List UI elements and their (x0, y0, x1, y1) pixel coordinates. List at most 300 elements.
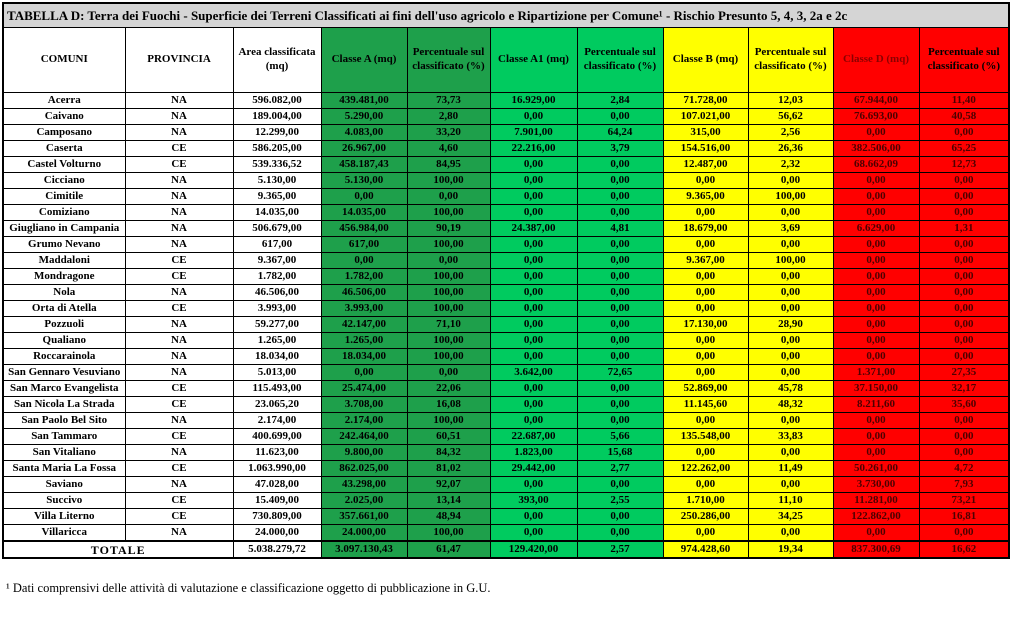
table-row (3, 365, 1009, 381)
cell-perc_a: 73,73 (407, 93, 490, 109)
cell-classe_a: 617,00 (321, 237, 407, 253)
cell-classe_a1: 0,00 (490, 317, 577, 333)
cell-perc_a1: 0,00 (577, 381, 663, 397)
cell-perc_a1: 0,00 (577, 205, 663, 221)
cell-classe_b: 17.130,00 (663, 317, 748, 333)
cell-classe_a: 1.265,00 (321, 333, 407, 349)
cell-perc_a: 4,60 (407, 141, 490, 157)
cell-classe_a: 357.661,00 (321, 509, 407, 525)
table-row (3, 317, 1009, 333)
cell-classe_b: 135.548,00 (663, 429, 748, 445)
totale-cell-area: 5.038.279,72 (233, 541, 321, 558)
cell-area: 9.367,00 (233, 253, 321, 269)
cell-provincia: NA (125, 477, 233, 493)
cell-area: 1.782,00 (233, 269, 321, 285)
table-row (3, 461, 1009, 477)
cell-perc_a1: 0,00 (577, 413, 663, 429)
cell-provincia: NA (125, 237, 233, 253)
cell-classe_b: 0,00 (663, 477, 748, 493)
cell-perc_a1: 3,79 (577, 141, 663, 157)
cell-comune: Saviano (3, 477, 125, 493)
table-row (3, 381, 1009, 397)
cell-classe_b: 52.869,00 (663, 381, 748, 397)
cell-provincia: CE (125, 429, 233, 445)
cell-provincia: CE (125, 301, 233, 317)
totale-cell-perc_d: 16,62 (919, 541, 1009, 558)
table-title: TABELLA D: Terra dei Fuochi - Superficie dei Terreni Classificati ai fini dell'uso agricolo e Ripartizione per Comune¹ - Rischio Presunto 5, 4, 3, 2a e 2c (3, 3, 1009, 28)
cell-area: 189.004,00 (233, 109, 321, 125)
cell-classe_b: 11.145,60 (663, 397, 748, 413)
cell-perc_d: 0,00 (919, 253, 1009, 269)
cell-classe_a1: 0,00 (490, 477, 577, 493)
cell-perc_a1: 0,00 (577, 397, 663, 413)
cell-area: 1.265,00 (233, 333, 321, 349)
cell-classe_d: 0,00 (833, 173, 919, 189)
cell-perc_d: 16,81 (919, 509, 1009, 525)
column-header-classe_a: Classe A (mq) (321, 28, 407, 93)
cell-perc_a1: 0,00 (577, 301, 663, 317)
cell-perc_d: 11,40 (919, 93, 1009, 109)
table-row (3, 493, 1009, 509)
cell-perc_a: 0,00 (407, 253, 490, 269)
cell-perc_b: 0,00 (748, 349, 833, 365)
cell-classe_a1: 0,00 (490, 509, 577, 525)
cell-classe_a: 46.506,00 (321, 285, 407, 301)
cell-comune: Caivano (3, 109, 125, 125)
cell-classe_a1: 393,00 (490, 493, 577, 509)
cell-comune: Santa Maria La Fossa (3, 461, 125, 477)
cell-perc_a: 100,00 (407, 413, 490, 429)
cell-classe_a: 2.174,00 (321, 413, 407, 429)
cell-perc_a1: 0,00 (577, 189, 663, 205)
cell-area: 400.699,00 (233, 429, 321, 445)
cell-classe_a: 3.708,00 (321, 397, 407, 413)
cell-perc_d: 0,00 (919, 173, 1009, 189)
cell-classe_a1: 22.687,00 (490, 429, 577, 445)
cell-classe_b: 154.516,00 (663, 141, 748, 157)
table-row (3, 397, 1009, 413)
cell-perc_a1: 5,66 (577, 429, 663, 445)
cell-area: 47.028,00 (233, 477, 321, 493)
cell-perc_b: 100,00 (748, 253, 833, 269)
cell-perc_a: 22,06 (407, 381, 490, 397)
cell-perc_b: 56,62 (748, 109, 833, 125)
table-row (3, 269, 1009, 285)
cell-classe_b: 0,00 (663, 285, 748, 301)
cell-classe_a1: 0,00 (490, 381, 577, 397)
column-header-perc_b: Percentuale sul classificato (%) (748, 28, 833, 93)
cell-classe_b: 0,00 (663, 413, 748, 429)
cell-perc_b: 2,56 (748, 125, 833, 141)
cell-comune: Cicciano (3, 173, 125, 189)
cell-classe_a: 9.800,00 (321, 445, 407, 461)
cell-classe_a1: 0,00 (490, 157, 577, 173)
cell-perc_d: 40,58 (919, 109, 1009, 125)
cell-provincia: NA (125, 93, 233, 109)
cell-perc_d: 0,00 (919, 125, 1009, 141)
cell-perc_a: 0,00 (407, 365, 490, 381)
cell-classe_d: 3.730,00 (833, 477, 919, 493)
cell-perc_b: 0,00 (748, 237, 833, 253)
cell-classe_b: 315,00 (663, 125, 748, 141)
table-row (3, 189, 1009, 205)
cell-classe_b: 9.365,00 (663, 189, 748, 205)
cell-perc_a: 100,00 (407, 173, 490, 189)
table-row (3, 125, 1009, 141)
cell-classe_d: 0,00 (833, 253, 919, 269)
cell-provincia: NA (125, 189, 233, 205)
cell-perc_a: 84,32 (407, 445, 490, 461)
cell-perc_b: 2,32 (748, 157, 833, 173)
cell-classe_a: 456.984,00 (321, 221, 407, 237)
cell-perc_b: 11,10 (748, 493, 833, 509)
cell-perc_d: 73,21 (919, 493, 1009, 509)
totale-cell-perc_b: 19,34 (748, 541, 833, 558)
cell-perc_a1: 2,84 (577, 93, 663, 109)
cell-provincia: CE (125, 381, 233, 397)
cell-classe_a: 42.147,00 (321, 317, 407, 333)
cell-classe_a: 0,00 (321, 365, 407, 381)
cell-classe_a1: 0,00 (490, 333, 577, 349)
cell-comune: Qualiano (3, 333, 125, 349)
cell-area: 12.299,00 (233, 125, 321, 141)
total-row (3, 541, 1009, 558)
cell-perc_d: 12,73 (919, 157, 1009, 173)
cell-area: 3.993,00 (233, 301, 321, 317)
totale-cell-classe_b: 974.428,60 (663, 541, 748, 558)
cell-classe_d: 0,00 (833, 317, 919, 333)
cell-perc_a1: 0,00 (577, 285, 663, 301)
cell-perc_a: 100,00 (407, 205, 490, 221)
cell-provincia: CE (125, 269, 233, 285)
cell-perc_a: 100,00 (407, 285, 490, 301)
cell-classe_d: 0,00 (833, 429, 919, 445)
cell-provincia: NA (125, 205, 233, 221)
cell-perc_d: 0,00 (919, 269, 1009, 285)
table-row (3, 205, 1009, 221)
cell-comune: San Nicola La Strada (3, 397, 125, 413)
cell-provincia: NA (125, 173, 233, 189)
totale-cell-perc_a1: 2,57 (577, 541, 663, 558)
cell-comune: Cimitile (3, 189, 125, 205)
cell-classe_d: 0,00 (833, 237, 919, 253)
cell-classe_a: 2.025,00 (321, 493, 407, 509)
cell-comune: Villa Literno (3, 509, 125, 525)
cell-classe_b: 107.021,00 (663, 109, 748, 125)
cell-perc_a: 33,20 (407, 125, 490, 141)
cell-classe_d: 68.662,09 (833, 157, 919, 173)
cell-perc_a: 60,51 (407, 429, 490, 445)
cell-provincia: NA (125, 365, 233, 381)
cell-area: 5.130,00 (233, 173, 321, 189)
column-header-area: Area classificata (mq) (233, 28, 321, 93)
column-header-provincia: PROVINCIA (125, 28, 233, 93)
cell-area: 14.035,00 (233, 205, 321, 221)
cell-area: 506.679,00 (233, 221, 321, 237)
table-row (3, 285, 1009, 301)
cell-classe_a1: 0,00 (490, 109, 577, 125)
cell-area: 18.034,00 (233, 349, 321, 365)
cell-classe_a1: 0,00 (490, 253, 577, 269)
totale-cell-classe_d: 837.300,69 (833, 541, 919, 558)
cell-perc_a1: 0,00 (577, 477, 663, 493)
cell-classe_b: 0,00 (663, 173, 748, 189)
table-row (3, 109, 1009, 125)
cell-classe_a: 4.083,00 (321, 125, 407, 141)
cell-perc_d: 0,00 (919, 413, 1009, 429)
cell-perc_a1: 0,00 (577, 109, 663, 125)
cell-comune: Caserta (3, 141, 125, 157)
cell-classe_b: 0,00 (663, 365, 748, 381)
cell-perc_d: 35,60 (919, 397, 1009, 413)
cell-classe_d: 0,00 (833, 445, 919, 461)
cell-classe_a1: 16.929,00 (490, 93, 577, 109)
totale-label: TOTALE (3, 541, 233, 558)
cell-perc_b: 12,03 (748, 93, 833, 109)
table-row (3, 525, 1009, 542)
cell-classe_b: 0,00 (663, 269, 748, 285)
cell-perc_d: 0,00 (919, 333, 1009, 349)
cell-provincia: CE (125, 461, 233, 477)
table-row (3, 93, 1009, 109)
cell-perc_a1: 0,00 (577, 269, 663, 285)
cell-comune: San Paolo Bel Sito (3, 413, 125, 429)
cell-perc_a: 90,19 (407, 221, 490, 237)
cell-perc_a1: 15,68 (577, 445, 663, 461)
column-header-perc_d: Percentuale sul classificato (%) (919, 28, 1009, 93)
column-header-perc_a1: Percentuale sul classificato (%) (577, 28, 663, 93)
cell-perc_b: 0,00 (748, 365, 833, 381)
cell-perc_a: 100,00 (407, 237, 490, 253)
cell-provincia: NA (125, 285, 233, 301)
cell-provincia: CE (125, 397, 233, 413)
cell-perc_d: 0,00 (919, 237, 1009, 253)
cell-classe_a: 439.481,00 (321, 93, 407, 109)
table-row (3, 349, 1009, 365)
cell-perc_d: 27,35 (919, 365, 1009, 381)
cell-perc_a: 100,00 (407, 333, 490, 349)
header-row (3, 28, 1009, 93)
cell-area: 5.013,00 (233, 365, 321, 381)
cell-perc_d: 0,00 (919, 525, 1009, 542)
cell-comune: Succivo (3, 493, 125, 509)
cell-perc_d: 1,31 (919, 221, 1009, 237)
cell-classe_a: 18.034,00 (321, 349, 407, 365)
table-body (3, 93, 1009, 542)
table-row (3, 237, 1009, 253)
cell-perc_a: 71,10 (407, 317, 490, 333)
cell-provincia: NA (125, 109, 233, 125)
cell-area: 1.063.990,00 (233, 461, 321, 477)
cell-perc_a: 84,95 (407, 157, 490, 173)
cell-perc_b: 0,00 (748, 269, 833, 285)
cell-comune: Roccarainola (3, 349, 125, 365)
cell-perc_a: 81,02 (407, 461, 490, 477)
cell-classe_b: 0,00 (663, 333, 748, 349)
cell-perc_a1: 0,00 (577, 333, 663, 349)
table-row (3, 509, 1009, 525)
cell-perc_b: 0,00 (748, 413, 833, 429)
cell-classe_d: 76.693,00 (833, 109, 919, 125)
cell-classe_a: 14.035,00 (321, 205, 407, 221)
cell-provincia: NA (125, 349, 233, 365)
cell-perc_a1: 0,00 (577, 173, 663, 189)
totale-cell-classe_a: 3.097.130,43 (321, 541, 407, 558)
cell-classe_a1: 24.387,00 (490, 221, 577, 237)
cell-perc_a1: 0,00 (577, 509, 663, 525)
cell-classe_a1: 0,00 (490, 205, 577, 221)
cell-classe_d: 0,00 (833, 413, 919, 429)
cell-classe_d: 6.629,00 (833, 221, 919, 237)
cell-perc_b: 11,49 (748, 461, 833, 477)
cell-classe_a1: 29.442,00 (490, 461, 577, 477)
cell-area: 59.277,00 (233, 317, 321, 333)
cell-provincia: NA (125, 317, 233, 333)
cell-classe_a1: 0,00 (490, 237, 577, 253)
cell-provincia: NA (125, 525, 233, 542)
cell-classe_d: 50.261,00 (833, 461, 919, 477)
tabella-d-table (2, 2, 1010, 559)
cell-classe_a: 3.993,00 (321, 301, 407, 317)
cell-comune: Grumo Nevano (3, 237, 125, 253)
cell-perc_d: 0,00 (919, 349, 1009, 365)
cell-comune: Villaricca (3, 525, 125, 542)
cell-classe_a: 0,00 (321, 253, 407, 269)
cell-comune: Camposano (3, 125, 125, 141)
cell-perc_a: 100,00 (407, 525, 490, 542)
cell-classe_d: 0,00 (833, 205, 919, 221)
cell-classe_a: 862.025,00 (321, 461, 407, 477)
cell-classe_d: 0,00 (833, 301, 919, 317)
cell-perc_a: 100,00 (407, 269, 490, 285)
cell-perc_a1: 0,00 (577, 525, 663, 542)
cell-perc_d: 7,93 (919, 477, 1009, 493)
cell-area: 596.082,00 (233, 93, 321, 109)
table-row (3, 413, 1009, 429)
cell-perc_a: 100,00 (407, 349, 490, 365)
cell-classe_a: 5.130,00 (321, 173, 407, 189)
cell-perc_a1: 0,00 (577, 253, 663, 269)
cell-comune: Comiziano (3, 205, 125, 221)
cell-area: 11.623,00 (233, 445, 321, 461)
cell-classe_b: 0,00 (663, 205, 748, 221)
table-row (3, 301, 1009, 317)
cell-classe_a1: 0,00 (490, 413, 577, 429)
cell-area: 9.365,00 (233, 189, 321, 205)
cell-perc_b: 48,32 (748, 397, 833, 413)
cell-classe_a: 5.290,00 (321, 109, 407, 125)
cell-perc_b: 26,36 (748, 141, 833, 157)
cell-classe_b: 0,00 (663, 301, 748, 317)
column-header-perc_a: Percentuale sul classificato (%) (407, 28, 490, 93)
cell-area: 539.336,52 (233, 157, 321, 173)
cell-provincia: CE (125, 157, 233, 173)
cell-perc_a: 16,08 (407, 397, 490, 413)
title-row (3, 3, 1009, 28)
cell-classe_b: 250.286,00 (663, 509, 748, 525)
cell-area: 115.493,00 (233, 381, 321, 397)
cell-comune: Orta di Atella (3, 301, 125, 317)
cell-provincia: NA (125, 333, 233, 349)
cell-perc_b: 45,78 (748, 381, 833, 397)
cell-perc_d: 0,00 (919, 445, 1009, 461)
cell-classe_a1: 0,00 (490, 525, 577, 542)
cell-provincia: CE (125, 493, 233, 509)
cell-classe_d: 8.211,60 (833, 397, 919, 413)
cell-perc_a: 0,00 (407, 189, 490, 205)
cell-classe_a1: 3.642,00 (490, 365, 577, 381)
cell-comune: Castel Volturno (3, 157, 125, 173)
cell-classe_a1: 0,00 (490, 269, 577, 285)
cell-classe_b: 122.262,00 (663, 461, 748, 477)
cell-classe_d: 67.944,00 (833, 93, 919, 109)
cell-perc_b: 0,00 (748, 477, 833, 493)
cell-perc_d: 0,00 (919, 301, 1009, 317)
table-row (3, 477, 1009, 493)
cell-classe_a: 24.000,00 (321, 525, 407, 542)
cell-perc_a: 48,94 (407, 509, 490, 525)
cell-classe_d: 0,00 (833, 349, 919, 365)
cell-area: 23.065,20 (233, 397, 321, 413)
table-row (3, 429, 1009, 445)
table-row (3, 445, 1009, 461)
column-header-comune: COMUNI (3, 28, 125, 93)
cell-perc_b: 0,00 (748, 205, 833, 221)
table-row (3, 173, 1009, 189)
cell-perc_a1: 0,00 (577, 157, 663, 173)
cell-area: 2.174,00 (233, 413, 321, 429)
cell-classe_b: 71.728,00 (663, 93, 748, 109)
cell-comune: Maddaloni (3, 253, 125, 269)
cell-perc_d: 0,00 (919, 317, 1009, 333)
cell-provincia: NA (125, 413, 233, 429)
cell-area: 730.809,00 (233, 509, 321, 525)
cell-perc_d: 65,25 (919, 141, 1009, 157)
cell-perc_a: 2,80 (407, 109, 490, 125)
cell-comune: San Vitaliano (3, 445, 125, 461)
cell-classe_a: 458.187,43 (321, 157, 407, 173)
table-row (3, 253, 1009, 269)
cell-classe_a1: 0,00 (490, 173, 577, 189)
cell-perc_b: 0,00 (748, 445, 833, 461)
cell-classe_a: 26.967,00 (321, 141, 407, 157)
cell-provincia: CE (125, 253, 233, 269)
cell-provincia: CE (125, 141, 233, 157)
cell-area: 46.506,00 (233, 285, 321, 301)
cell-comune: Nola (3, 285, 125, 301)
cell-perc_d: 0,00 (919, 205, 1009, 221)
cell-classe_a1: 0,00 (490, 301, 577, 317)
cell-classe_d: 0,00 (833, 333, 919, 349)
column-header-classe_a1: Classe A1 (mq) (490, 28, 577, 93)
cell-classe_a: 43.298,00 (321, 477, 407, 493)
totale-cell-perc_a: 61,47 (407, 541, 490, 558)
cell-perc_b: 0,00 (748, 173, 833, 189)
cell-classe_a1: 22.216,00 (490, 141, 577, 157)
cell-perc_d: 4,72 (919, 461, 1009, 477)
cell-comune: San Tammaro (3, 429, 125, 445)
cell-classe_a: 25.474,00 (321, 381, 407, 397)
cell-classe_b: 9.367,00 (663, 253, 748, 269)
cell-area: 617,00 (233, 237, 321, 253)
cell-classe_b: 0,00 (663, 445, 748, 461)
cell-perc_d: 0,00 (919, 285, 1009, 301)
cell-classe_d: 0,00 (833, 125, 919, 141)
cell-perc_a: 13,14 (407, 493, 490, 509)
cell-comune: Acerra (3, 93, 125, 109)
cell-perc_a1: 0,00 (577, 237, 663, 253)
cell-classe_a: 1.782,00 (321, 269, 407, 285)
